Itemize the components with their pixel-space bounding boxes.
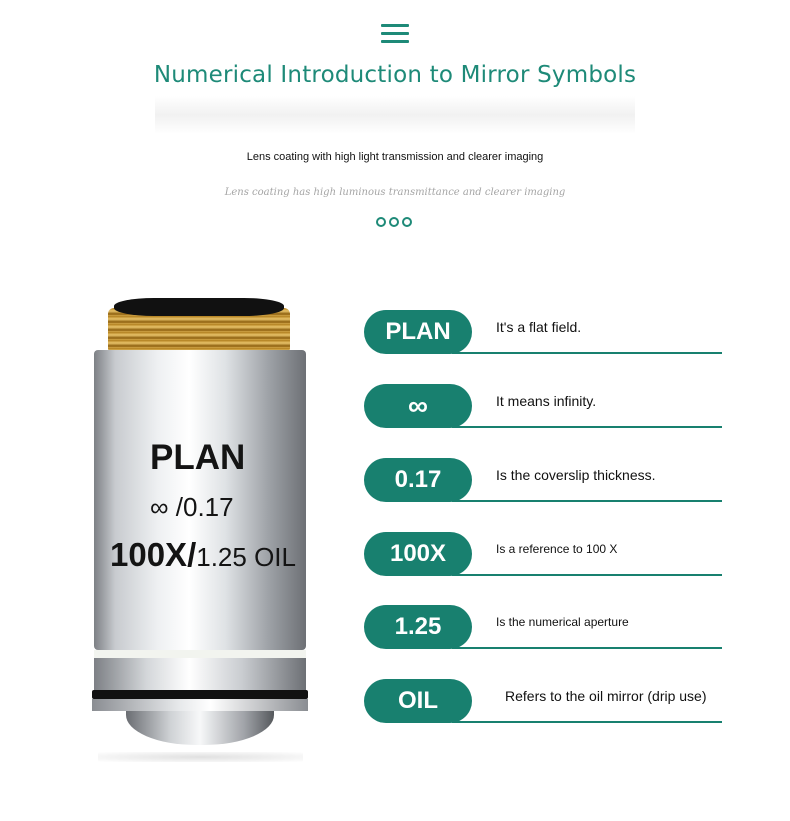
lens-lower-body: [94, 658, 306, 690]
engraving-plan: PLAN: [150, 438, 246, 477]
symbol-pill-plan: PLAN: [364, 310, 472, 354]
engraving-aperture-oil: 1.25 OIL: [196, 542, 296, 572]
lens-ring: [94, 650, 306, 658]
subtitle: Lens coating with high light transmission and clearer imaging: [246, 151, 544, 163]
symbol-pill-magnification: 100X: [364, 532, 472, 576]
page-title: Numerical Introduction to Mirror Symbols: [153, 62, 637, 88]
lens-silver-band: [92, 699, 308, 711]
row-underline: [452, 426, 722, 428]
symbol-description-oil: Refers to the oil mirror (drip use): [505, 688, 707, 704]
lens-tip: [126, 711, 274, 745]
row-underline: [452, 352, 722, 354]
lens-shadow: [98, 752, 303, 762]
symbol-pill-oil: OIL: [364, 679, 472, 723]
lens-cap: [114, 298, 284, 316]
three-dots-icon: [376, 217, 416, 227]
row-underline: [452, 721, 722, 723]
symbol-row-magnification: [364, 532, 722, 578]
row-underline: [452, 500, 722, 502]
row-underline: [452, 647, 722, 649]
symbol-pill-thickness: 0.17: [364, 458, 472, 502]
symbol-row-oil: [364, 679, 722, 725]
lens-black-band: [92, 690, 308, 699]
hamburger-menu-icon[interactable]: [381, 24, 409, 44]
engraving-infinity: ∞ /0.17: [150, 492, 234, 522]
title-shadow-decoration: [155, 96, 635, 134]
symbol-pill-aperture: 1.25: [364, 605, 472, 649]
subtitle-english: Lens coating has high luminous transmittance and clearer imaging: [224, 187, 566, 198]
objective-lens-image: [88, 298, 313, 758]
symbol-pill-infinity: ∞: [364, 384, 472, 428]
symbol-description-magnification: Is a reference to 100 X: [496, 542, 618, 556]
row-underline: [452, 574, 722, 576]
engraving-100x: 100X/: [110, 536, 197, 573]
symbol-row-plan: [364, 310, 722, 356]
symbol-description-infinity: It means infinity.: [496, 393, 597, 409]
symbol-description-aperture: Is the numerical aperture: [496, 615, 629, 629]
symbol-description-plan: It's a flat field.: [496, 319, 582, 335]
engraving-magnification: [110, 536, 296, 574]
symbol-row-infinity: [364, 384, 722, 430]
symbol-row-aperture: [364, 605, 722, 651]
symbol-row-thickness: [364, 458, 722, 504]
symbol-description-thickness: Is the coverslip thickness.: [496, 467, 656, 483]
